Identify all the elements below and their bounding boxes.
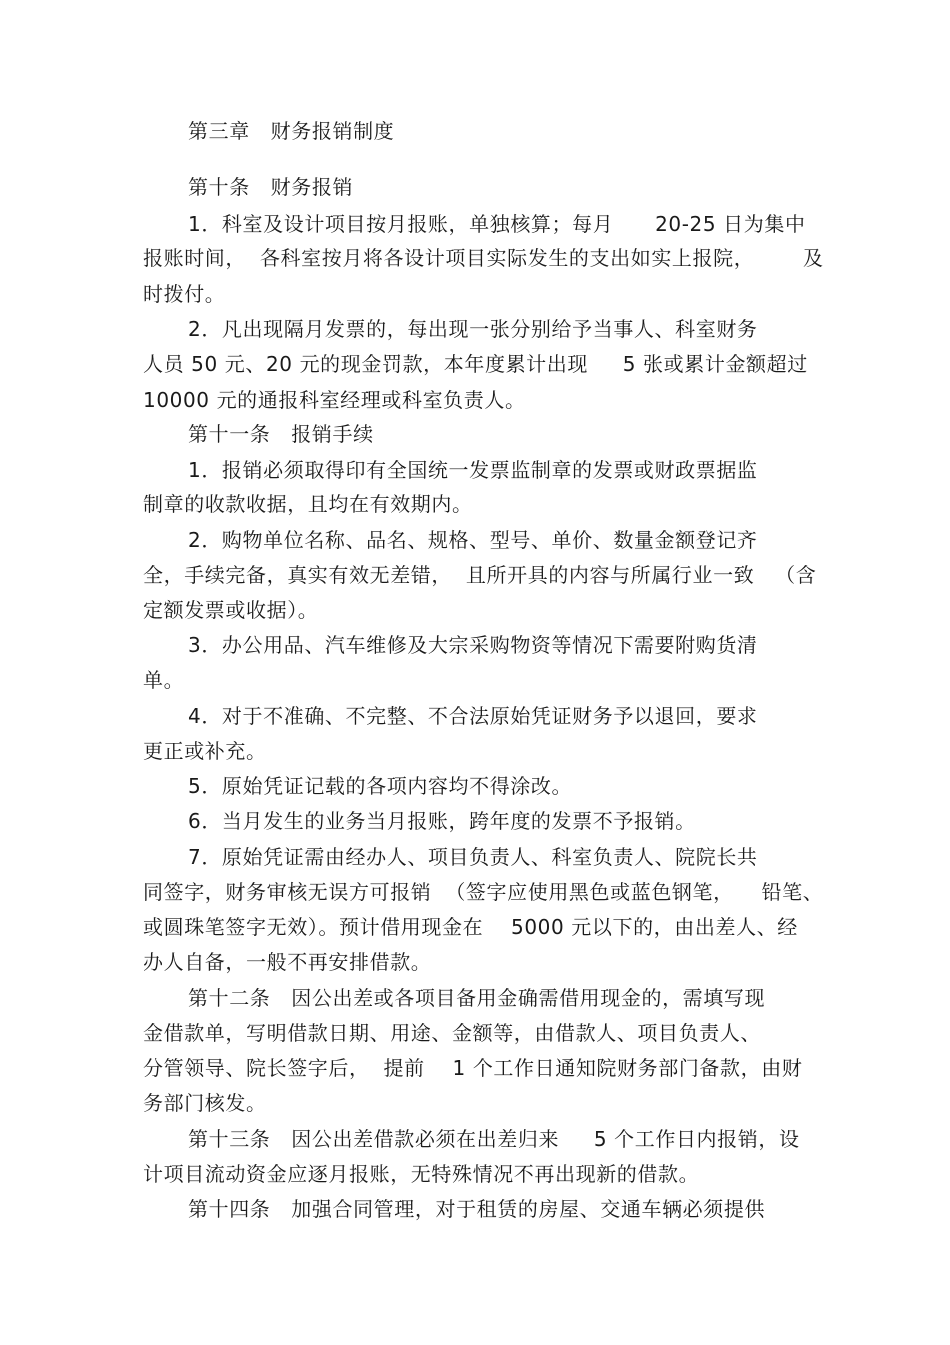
chapter-title: 第三章 财务报销制度 <box>188 119 395 143</box>
text-line: 1．科室及设计项目按月报账，单独核算；每月 20-25 日为集中 <box>188 212 806 236</box>
text-line: 4．对于不准确、不完整、不合法原始凭证财务予以退回，要求 <box>188 704 758 728</box>
text-line: 全，手续完备，真实有效无差错， 且所开具的内容与所属行业一致 （含 <box>143 563 817 587</box>
article-14-title: 第十四条 加强合同管理，对于租赁的房屋、交通车辆必须提供 <box>188 1197 766 1221</box>
article-10-title: 第十条 财务报销 <box>188 175 354 199</box>
text-line: 报账时间， 各科室按月将各设计项目实际发生的支出如实上报院， 及 <box>143 246 824 270</box>
text-line: 7．原始凭证需由经办人、项目负责人、科室负责人、院院长共 <box>188 845 758 869</box>
text-line: 金借款单，写明借款日期、用途、金额等，由借款人、项目负责人、 <box>143 1021 761 1045</box>
text-line: 制章的收款收据，且均在有效期内。 <box>143 492 473 516</box>
text-line: 计项目流动资金应逐月报账，无特殊情况不再出现新的借款。 <box>143 1162 700 1186</box>
text-line: 更正或补充。 <box>143 739 267 763</box>
article-12-title: 第十二条 因公出差或各项目备用金确需借用现金的，需填写现 <box>188 986 766 1010</box>
text-line: 定额发票或收据）。 <box>143 598 319 622</box>
text-line: 6．当月发生的业务当月报账，跨年度的发票不予报销。 <box>188 809 696 833</box>
text-line: 同签字，财务审核无误方可报销 （签字应使用黑色或蓝色钢笔， 铅笔、 <box>143 880 824 904</box>
text-line: 1．报销必须取得印有全国统一发票监制章的发票或财政票据监 <box>188 458 758 482</box>
article-13-title: 第十三条 因公出差借款必须在出差归来 5 个工作日内报销，设 <box>188 1127 800 1151</box>
text-line: 分管领导、院长签字后， 提前 1 个工作日通知院财务部门备款，由财 <box>143 1056 803 1080</box>
text-line: 5．原始凭证记载的各项内容均不得涂改。 <box>188 774 573 798</box>
text-line: 单。 <box>143 668 185 692</box>
text-line: 2．购物单位名称、品名、规格、型号、单价、数量金额登记齐 <box>188 528 758 552</box>
text-line: 2．凡出现隔月发票的，每出现一张分别给予当事人、科室财务 <box>188 317 758 341</box>
text-line: 或圆珠笔签字无效）。预计借用现金在 5000 元以下的，由出差人、经 <box>143 915 798 939</box>
text-line: 10000 元的通报科室经理或科室负责人。 <box>143 388 526 412</box>
text-line: 时拨付。 <box>143 282 226 306</box>
text-line: 人员 50 元、20 元的现金罚款，本年度累计出现 5 张或累计金额超过 <box>143 352 808 376</box>
text-line: 3．办公用品、汽车维修及大宗采购物资等情况下需要附购货清 <box>188 633 758 657</box>
text-line: 办人自备，一般不再安排借款。 <box>143 950 432 974</box>
text-line: 务部门核发。 <box>143 1091 267 1115</box>
article-11-title: 第十一条 报销手续 <box>188 422 374 446</box>
